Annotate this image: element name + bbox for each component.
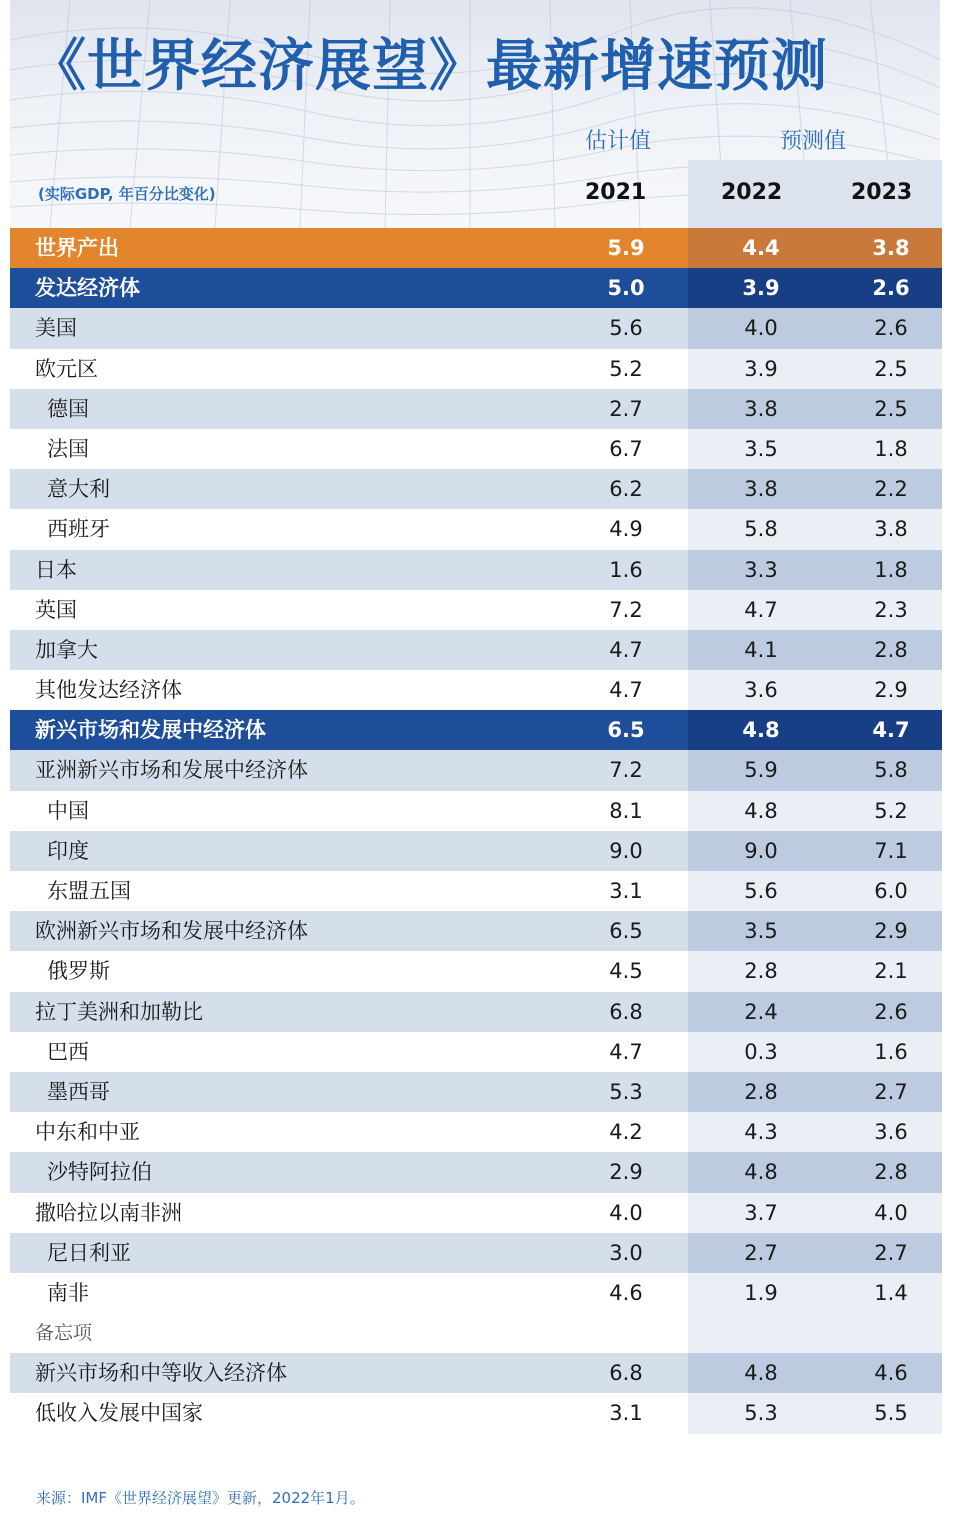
value-2023: 2.9 bbox=[874, 678, 908, 703]
table-row bbox=[10, 911, 942, 951]
table-row bbox=[10, 871, 942, 911]
value-2021: 6.2 bbox=[609, 477, 643, 502]
value-2022: 3.5 bbox=[744, 436, 778, 461]
row-label: 低收入发展中国家 bbox=[35, 1401, 203, 1426]
value-2022: 0.3 bbox=[744, 1039, 778, 1064]
value-2022: 4.7 bbox=[744, 597, 778, 622]
value-2021: 3.0 bbox=[609, 1240, 643, 1265]
unit-label: (实际GDP, 年百分比变化) bbox=[38, 185, 216, 203]
table-row bbox=[10, 590, 942, 630]
row-label: 新兴市场和发展中经济体 bbox=[35, 718, 266, 743]
value-2023: 2.6 bbox=[874, 316, 908, 341]
table-row bbox=[10, 791, 942, 831]
row-label: 俄罗斯 bbox=[47, 959, 110, 984]
row-label: 其他发达经济体 bbox=[35, 678, 182, 703]
value-2022: 1.9 bbox=[744, 1280, 778, 1305]
value-2021: 2.9 bbox=[609, 1160, 643, 1185]
value-2021: 6.7 bbox=[609, 436, 643, 461]
table-row bbox=[10, 228, 942, 268]
growth-table bbox=[10, 228, 942, 1434]
table-row bbox=[10, 992, 942, 1032]
row-label: 中东和中亚 bbox=[35, 1120, 140, 1145]
row-label: 意大利 bbox=[47, 477, 110, 502]
value-2021: 9.0 bbox=[609, 838, 643, 863]
value-2022: 4.0 bbox=[744, 316, 778, 341]
value-2023: 6.0 bbox=[874, 879, 908, 903]
page-title: 《世界经济展望》最新增速预测 bbox=[30, 34, 828, 99]
row-label: 发达经济体 bbox=[35, 276, 140, 301]
value-2021: 5.0 bbox=[607, 276, 645, 301]
row-label: 南非 bbox=[47, 1280, 89, 1305]
value-2023: 3.8 bbox=[872, 236, 910, 260]
value-2021: 4.7 bbox=[609, 678, 643, 703]
row-label: 英国 bbox=[35, 597, 77, 622]
value-2022: 3.3 bbox=[744, 557, 778, 582]
row-label: 沙特阿拉伯 bbox=[47, 1160, 152, 1185]
row-label: 墨西哥 bbox=[47, 1079, 110, 1104]
value-2021: 4.6 bbox=[609, 1280, 643, 1305]
value-2022: 3.6 bbox=[744, 678, 778, 703]
value-2021: 5.3 bbox=[609, 1079, 643, 1104]
table-row bbox=[10, 750, 942, 790]
table-row bbox=[10, 509, 942, 549]
value-2022: 2.8 bbox=[744, 959, 778, 984]
value-2022: 4.8 bbox=[744, 1361, 778, 1386]
value-2023: 5.2 bbox=[874, 798, 908, 823]
projection-label: 预测值 bbox=[780, 129, 847, 154]
table-row bbox=[10, 1273, 942, 1313]
value-2021: 4.5 bbox=[609, 959, 643, 984]
value-2021: 7.2 bbox=[609, 758, 643, 783]
value-2022: 2.7 bbox=[744, 1240, 778, 1265]
value-2023: 4.0 bbox=[874, 1200, 908, 1225]
value-2022: 4.8 bbox=[744, 798, 778, 823]
year-header-2023: 2023 bbox=[851, 180, 913, 205]
row-label: 欧元区 bbox=[35, 356, 98, 381]
table-row bbox=[10, 268, 942, 308]
value-2021: 3.1 bbox=[609, 879, 643, 903]
value-2021: 5.2 bbox=[609, 356, 643, 381]
value-2022: 2.8 bbox=[744, 1079, 778, 1104]
row-label: 美国 bbox=[35, 316, 77, 341]
value-2021: 4.2 bbox=[609, 1120, 643, 1145]
value-2022: 3.7 bbox=[744, 1200, 778, 1225]
source-note: 来源：IMF《世界经济展望》更新，2022年1月。 bbox=[36, 1489, 365, 1507]
row-label: 世界产出 bbox=[35, 236, 119, 260]
value-2021: 3.1 bbox=[609, 1401, 643, 1426]
table-row bbox=[10, 349, 942, 389]
value-2023: 7.1 bbox=[874, 838, 908, 863]
table-row bbox=[10, 670, 942, 710]
row-label: 拉丁美洲和加勒比 bbox=[35, 999, 203, 1024]
value-2021: 6.8 bbox=[609, 999, 643, 1024]
table-row bbox=[10, 831, 942, 871]
table-row bbox=[10, 1393, 942, 1433]
value-2021: 4.0 bbox=[609, 1200, 643, 1225]
memo-row bbox=[10, 1313, 942, 1353]
table-row bbox=[10, 1152, 942, 1192]
table-row bbox=[10, 951, 942, 991]
row-label: 中国 bbox=[47, 798, 89, 823]
value-2023: 5.8 bbox=[874, 758, 908, 783]
value-2021: 4.7 bbox=[609, 637, 643, 662]
value-2021: 4.7 bbox=[609, 1039, 643, 1064]
value-2023: 1.4 bbox=[874, 1280, 908, 1305]
value-2023: 2.6 bbox=[874, 999, 908, 1024]
value-2023: 4.7 bbox=[872, 718, 910, 743]
value-2022: 3.8 bbox=[744, 396, 778, 421]
table-row bbox=[10, 429, 942, 469]
value-2022: 2.4 bbox=[744, 999, 778, 1024]
value-2022: 3.5 bbox=[744, 919, 778, 944]
value-2022: 9.0 bbox=[744, 838, 778, 863]
table-row bbox=[10, 1193, 942, 1233]
value-2021: 6.8 bbox=[609, 1361, 643, 1386]
table-row bbox=[10, 1032, 942, 1072]
value-2023: 5.5 bbox=[874, 1401, 908, 1426]
value-2022: 5.6 bbox=[744, 879, 778, 903]
value-2022: 3.9 bbox=[742, 276, 780, 301]
table-row bbox=[10, 550, 942, 590]
table-row bbox=[10, 1233, 942, 1273]
value-2021: 8.1 bbox=[609, 798, 643, 823]
value-2023: 2.8 bbox=[874, 637, 908, 662]
row-label: 德国 bbox=[47, 396, 89, 421]
value-2023: 2.7 bbox=[874, 1240, 908, 1265]
row-label: 亚洲新兴市场和发展中经济体 bbox=[35, 758, 308, 783]
value-2022: 5.3 bbox=[744, 1401, 778, 1426]
year-header-2022: 2022 bbox=[721, 180, 783, 205]
value-2023: 3.8 bbox=[874, 517, 908, 542]
value-2021: 6.5 bbox=[607, 718, 645, 743]
row-label: 加拿大 bbox=[35, 637, 98, 662]
value-2023: 4.6 bbox=[874, 1361, 908, 1386]
memo-label: 备忘项 bbox=[35, 1322, 93, 1345]
value-2023: 2.9 bbox=[874, 919, 908, 944]
value-2023: 1.8 bbox=[874, 557, 908, 582]
row-label: 欧洲新兴市场和发展中经济体 bbox=[35, 919, 308, 944]
value-2022: 4.3 bbox=[744, 1120, 778, 1145]
row-label: 印度 bbox=[47, 838, 89, 863]
value-2022: 4.4 bbox=[742, 236, 780, 260]
value-2022: 4.1 bbox=[744, 637, 778, 662]
row-label: 东盟五国 bbox=[47, 879, 131, 903]
value-2023: 2.1 bbox=[874, 959, 908, 984]
row-label: 西班牙 bbox=[47, 517, 110, 542]
value-2022: 5.9 bbox=[744, 758, 778, 783]
year-header-2021: 2021 bbox=[585, 180, 647, 205]
table-row bbox=[10, 1072, 942, 1112]
row-label: 巴西 bbox=[47, 1039, 89, 1064]
value-2023: 2.7 bbox=[874, 1079, 908, 1104]
value-2023: 1.6 bbox=[874, 1039, 908, 1064]
value-2023: 2.3 bbox=[874, 597, 908, 622]
row-label: 日本 bbox=[35, 557, 77, 582]
table-row bbox=[10, 710, 942, 750]
table-row bbox=[10, 308, 942, 348]
value-2021: 4.9 bbox=[609, 517, 643, 542]
value-2023: 2.5 bbox=[874, 356, 908, 381]
value-2021: 2.7 bbox=[609, 396, 643, 421]
value-2021: 1.6 bbox=[609, 557, 643, 582]
value-2023: 1.8 bbox=[874, 436, 908, 461]
value-2022: 3.9 bbox=[744, 356, 778, 381]
value-2021: 5.9 bbox=[607, 236, 645, 260]
value-2021: 6.5 bbox=[609, 919, 643, 944]
value-2023: 2.6 bbox=[872, 276, 910, 301]
value-2023: 2.2 bbox=[874, 477, 908, 502]
table-row bbox=[10, 630, 942, 670]
value-2023: 2.5 bbox=[874, 396, 908, 421]
table-row bbox=[10, 1112, 942, 1152]
value-2023: 2.8 bbox=[874, 1160, 908, 1185]
table-row bbox=[10, 389, 942, 429]
value-2022: 4.8 bbox=[744, 1160, 778, 1185]
value-2022: 4.8 bbox=[742, 718, 780, 743]
estimate-label: 估计值 bbox=[585, 129, 652, 154]
table-row bbox=[10, 469, 942, 509]
value-2021: 5.6 bbox=[609, 316, 643, 341]
value-2022: 5.8 bbox=[744, 517, 778, 542]
row-label: 法国 bbox=[47, 436, 89, 461]
value-2022: 3.8 bbox=[744, 477, 778, 502]
table-row bbox=[10, 1353, 942, 1393]
value-2021: 7.2 bbox=[609, 597, 643, 622]
row-label: 新兴市场和中等收入经济体 bbox=[35, 1361, 287, 1386]
value-2023: 3.6 bbox=[874, 1120, 908, 1145]
row-label: 尼日利亚 bbox=[47, 1240, 131, 1265]
row-label: 撒哈拉以南非洲 bbox=[35, 1200, 182, 1225]
